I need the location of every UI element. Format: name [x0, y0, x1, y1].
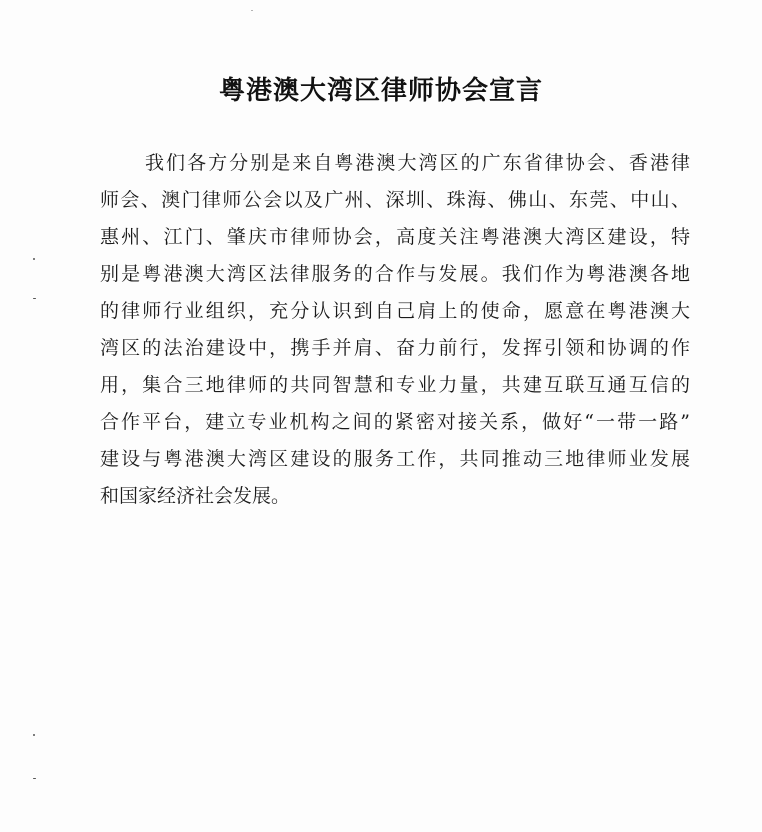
document-body [100, 145, 690, 515]
scan-speck [33, 298, 36, 299]
body-line: 我们各方分别是来自粤港澳大湾区的广东省律协会、香港律 [145, 152, 690, 174]
scan-speck [251, 10, 253, 11]
body-line: 合作平台，建立专业机构之间的紧密对接关系，做好“一带一路” [100, 411, 690, 433]
scan-speck [33, 778, 36, 779]
body-line: 别是粤港澳大湾区法律服务的合作与发展。我们作为粤港澳各地 [100, 263, 690, 285]
body-line: 的律师行业组织，充分认识到自己肩上的使命，愿意在粤港澳大 [100, 300, 690, 322]
body-line: 湾区的法治建设中，携手并肩、奋力前行，发挥引领和协调的作 [100, 337, 690, 359]
body-line: 师会、澳门律师公会以及广州、深圳、珠海、佛山、东莞、中山、 [100, 189, 690, 211]
body-line: 和国家经济社会发展。 [100, 485, 291, 507]
body-line: 建设与粤港澳大湾区建设的服务工作，共同推动三地律师业发展 [100, 448, 690, 470]
scan-speck [33, 734, 35, 736]
body-line: 用，集合三地律师的共同智慧和专业力量，共建互联互通互信的 [100, 374, 690, 396]
document-title: 粤港澳大湾区律师协会宣言 [218, 76, 543, 106]
scan-speck [33, 258, 35, 260]
body-line: 惠州、江门、肇庆市律师协会，高度关注粤港澳大湾区建设，特 [100, 226, 690, 248]
